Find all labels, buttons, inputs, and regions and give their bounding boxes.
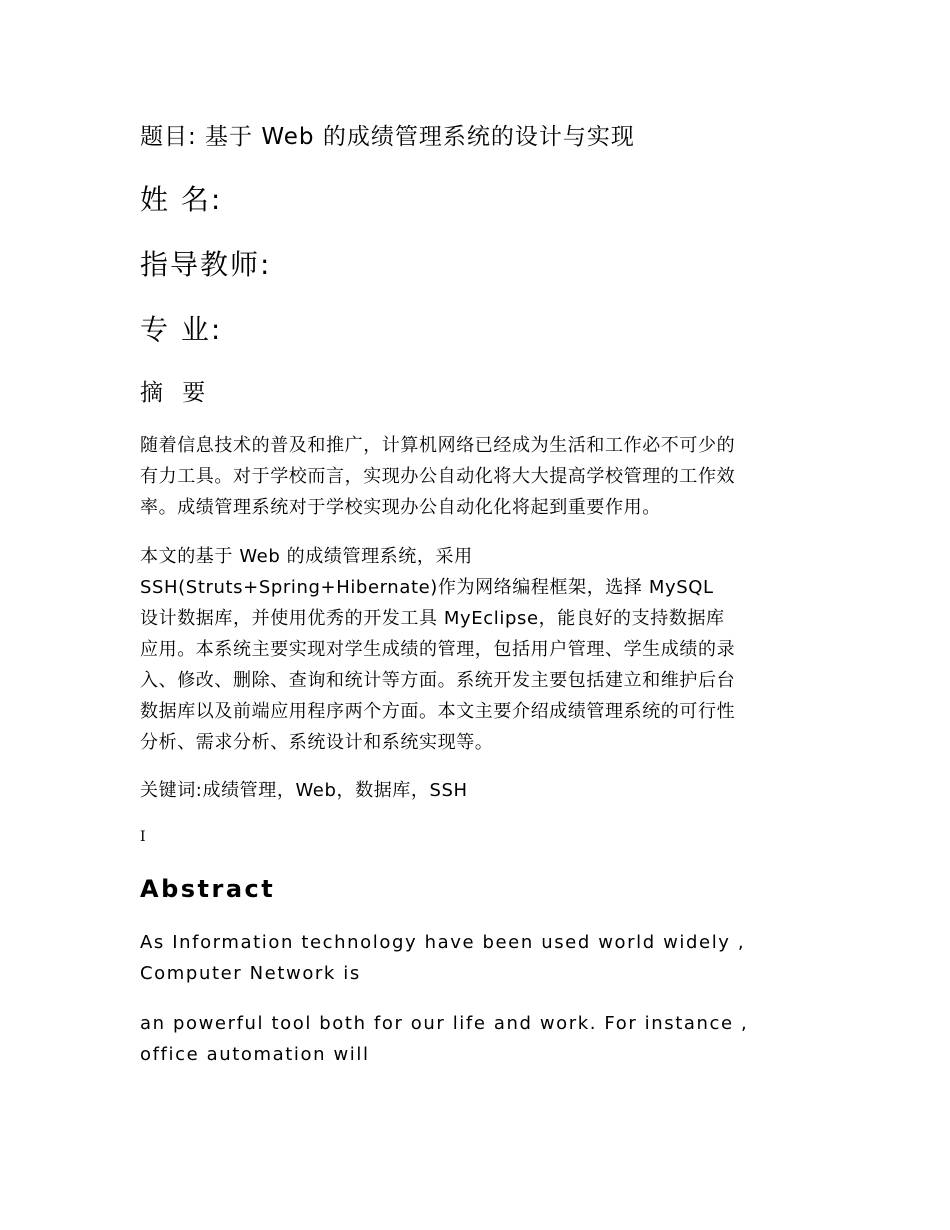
- text-line: 入、修改、删除、查询和统计等方面。系统开发主要包括建立和维护后台: [140, 670, 736, 691]
- text-line: 分析、需求分析、系统设计和系统实现等。: [140, 732, 494, 753]
- page-number: I: [140, 829, 146, 845]
- text-line: 应用。本系统主要实现对学生成绩的管理，包括用户管理、学生成绩的录: [140, 639, 736, 660]
- thesis-title: 题目: 基于 Web 的成绩管理系统的设计与实现: [140, 124, 635, 150]
- english-abstract-paragraph-1: [140, 927, 820, 989]
- english-abstract-paragraph-2: [140, 1008, 820, 1070]
- chinese-abstract-paragraph-2: [140, 541, 820, 758]
- advisor-field-label: 指导教师:: [140, 248, 272, 281]
- text-line: 设计数据库，并使用优秀的开发工具 MyEclipse，能良好的支持数据库: [140, 608, 725, 629]
- text-line: As Information technology have been used world widely ,: [140, 932, 746, 953]
- chinese-abstract-paragraph-1: [140, 430, 820, 523]
- text-line: an powerful tool both for our life and work. For instance ,: [140, 1013, 749, 1034]
- text-line: 率。成绩管理系统对于学校实现办公自动化化将起到重要作用。: [140, 497, 661, 518]
- text-line: SSH(Struts+Spring+Hibernate)作为网络编程框架，选择 MySQL: [140, 577, 714, 598]
- keywords: 关键词:成绩管理，Web，数据库，SSH: [140, 780, 468, 801]
- text-line: 本文的基于 Web 的成绩管理系统，采用: [140, 546, 473, 567]
- text-line: office automation will: [140, 1044, 370, 1065]
- name-field-label: 姓 名:: [140, 183, 223, 216]
- chinese-abstract-heading: 摘 要: [140, 380, 212, 406]
- text-line: 数据库以及前端应用程序两个方面。本文主要介绍成绩管理系统的可行性: [140, 701, 736, 722]
- major-field-label: 专 业:: [140, 313, 223, 346]
- english-abstract-heading: Abstract: [140, 875, 276, 903]
- text-line: Computer Network is: [140, 963, 361, 984]
- text-line: 随着信息技术的普及和推广，计算机网络已经成为生活和工作必不可少的: [140, 435, 736, 456]
- text-line: 有力工具。对于学校而言，实现办公自动化将大大提高学校管理的工作效: [140, 466, 736, 487]
